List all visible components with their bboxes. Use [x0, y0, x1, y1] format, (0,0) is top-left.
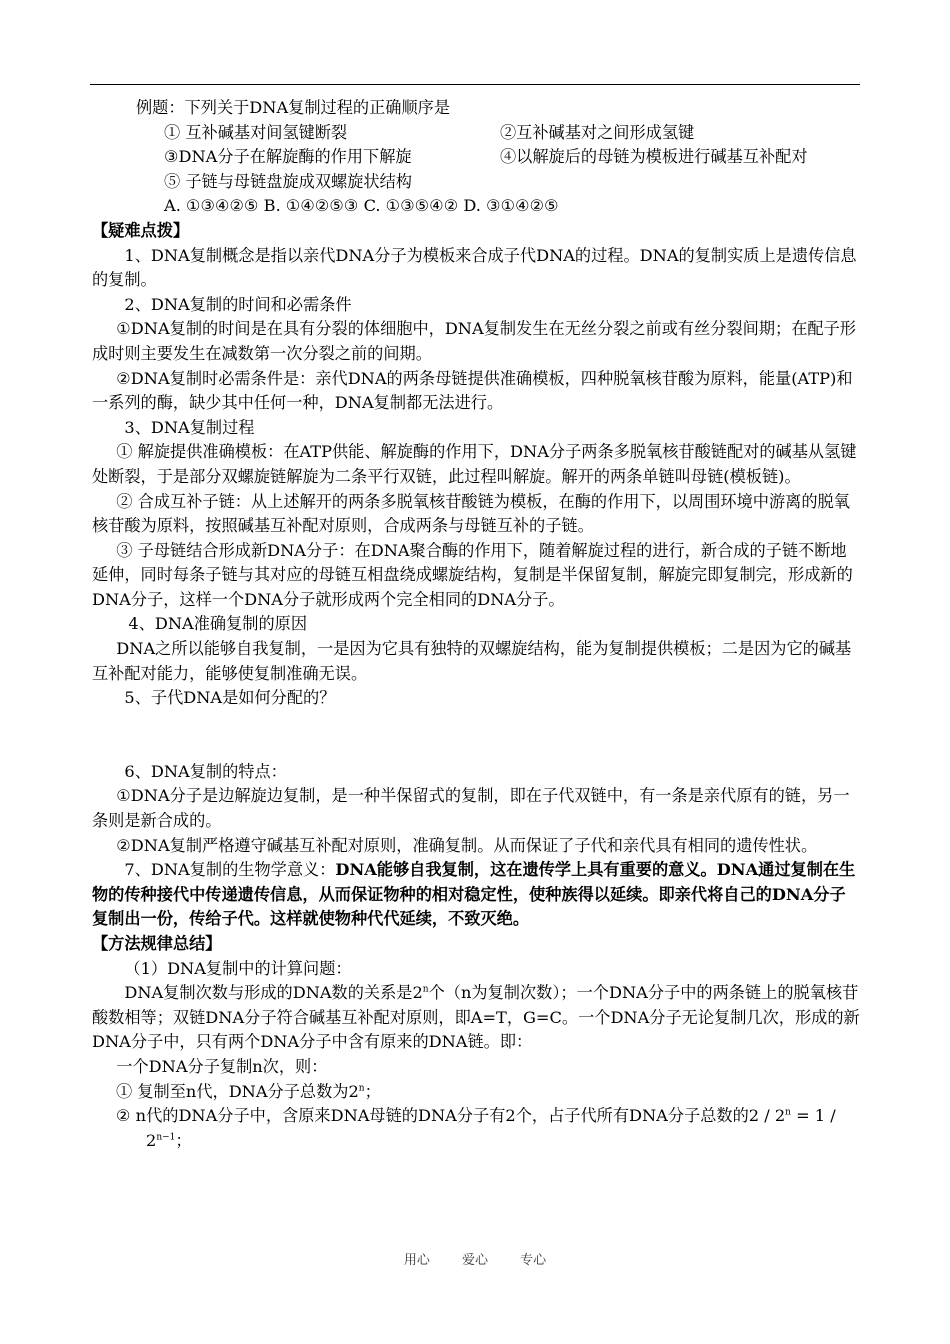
- paragraph: [92, 858, 860, 932]
- paragraph: ① 解旋提供准确模板：在ATP供能、解旋酶的作用下，DNA分子两条多脱氧核苷酸链配对的碱基从氢键处断裂，于是部分双螺旋链解旋为二条平行双链，此过程叫解旋。解开的两条单链叫母链(模板链)。: [92, 442, 857, 486]
- text-run: ① 复制至n代，DNA分子总数为2: [116, 1081, 359, 1101]
- paragraph: 1、DNA复制概念是指以亲代DNA分子为模板来合成子代DNA的过程。DNA的复制实质上是遗传信息的复制。: [92, 245, 857, 290]
- paragraph: ② 合成互补子链：从上述解开的两条多脱氧核苷酸链为模板，在酶的作用下，以周围环境中游离的脱氧核苷酸为原料，按照碱基互补配对原则，合成两条与母链互补的子链。: [92, 491, 850, 536]
- paragraph: [92, 1080, 860, 1105]
- paragraph: ①DNA分子是边解旋边复制，是一种半保留式的复制，即在子代双链中，有一条是亲代原有的链，另一条则是新合成的。: [92, 786, 850, 831]
- paragraph: （1）DNA复制中的计算问题：: [124, 958, 352, 978]
- example-items-row1: [92, 121, 860, 146]
- document-body: [92, 96, 860, 1153]
- text-run: ② n代的DNA分子中，含原来DNA母链的DNA分子有2个，占子代所有DNA分子总数的2 / 2: [116, 1106, 786, 1126]
- text-run: 个（n为复制次数）；一个DNA分子中的两条链上的脱氧核苷酸数相等；双链DNA分子符合碱基互补配对原则，即A=T，G=C。一个DNA分子无论复制几次，形成的新DNA分子中，只有两个DNA分子中含有原来的DNA链。即：: [92, 983, 860, 1052]
- blank-space: [92, 711, 860, 760]
- example-item-2: ②互补碱基对之间形成氢键: [500, 122, 695, 142]
- example-options: A. ①③④②⑤ B. ①④②⑤③ C. ①③⑤④② D. ③①④②⑤: [164, 196, 559, 216]
- superscript: n: [422, 984, 429, 995]
- paragraph: DNA之所以能够自我复制，一是因为它具有独特的双螺旋结构，能为复制提供模板；二是因为它的碱基互补配对能力，能够使复制准确无误。: [92, 639, 852, 683]
- paragraph: 一个DNA分子复制n次，则：: [116, 1056, 328, 1076]
- example-item-4: ④以解旋后的母链为模板进行碱基互补配对: [500, 147, 808, 167]
- paragraph: [92, 981, 860, 1055]
- paragraph: ①DNA复制的时间是在具有分裂的体细胞中，DNA复制发生在无丝分裂之前或有丝分裂间期；在配子形成时则主要发生在减数第一次分裂之前的间期。: [92, 319, 856, 363]
- section-heading-difficulty: 【疑难点拨】: [92, 220, 190, 240]
- superscript: n−1: [156, 1132, 176, 1143]
- paragraph-lead: 7、DNA复制的生物学意义：: [124, 860, 336, 880]
- example-items-row2: [92, 145, 860, 170]
- paragraph: 3、DNA复制过程: [124, 417, 255, 437]
- text-run: ；: [175, 1130, 192, 1150]
- paragraph: ②DNA复制严格遵守碱基互补配对原则，准确复制。从而保证了子代和亲代具有相同的遗传性状。: [116, 835, 818, 855]
- paragraph: [92, 1104, 860, 1153]
- text-run: DNA复制次数与形成的DNA数的关系是2: [124, 983, 423, 1003]
- paragraph: ③ 子母链结合形成新DNA分子：在DNA聚合酶的作用下，随着解旋过程的进行，新合成的子链不断地延伸，同时每条子链与其对应的母链互相盘绕成螺旋结构，复制是半保留复制，解旋完即复制完，形成新的DNA分子，这样一个DNA分子就形成两个完全相同的DNA分子。: [92, 540, 853, 609]
- example-item-3: ③DNA分子在解旋酶的作用下解旋: [164, 147, 412, 167]
- superscript: n: [358, 1083, 365, 1094]
- example-item-5: ⑤ 子链与母链盘旋成双螺旋状结构: [164, 171, 412, 191]
- footer-word: 用心: [403, 1253, 430, 1268]
- text-run: = 1 / 2: [146, 1106, 836, 1150]
- paragraph: ②DNA复制时必需条件是：亲代DNA的两条母链提供准确模板，四种脱氧核苷酸为原料，能量(ATP)和一系列的酶，缺少其中任何一种，DNA复制都无法进行。: [92, 368, 853, 413]
- footer-word: 专心: [520, 1253, 547, 1268]
- section-heading-methods: 【方法规律总结】: [92, 934, 222, 953]
- example-item-1: ① 互补碱基对间氢键断裂: [164, 122, 348, 142]
- paragraph: 4、DNA准确复制的原因: [128, 614, 308, 634]
- superscript: n: [785, 1107, 791, 1118]
- paragraph: 2、DNA复制的时间和必需条件: [124, 294, 352, 314]
- paragraph: 5、子代DNA是如何分配的？: [124, 688, 336, 708]
- paragraph: 6、DNA复制的特点：: [124, 761, 287, 781]
- footer-word: 爱心: [461, 1253, 488, 1268]
- header-rule: [90, 84, 860, 85]
- paragraph-bold-text: DNA能够自我复制，这在遗传学上具有重要的意义。DNA通过复制在生物的传种接代中传递遗传信息，从而保证物种的相对稳定性，使种族得以延续。即亲代将自己的DNA分子复制出一份，传给子代。这样就使物种代代延续，不致灭绝。: [92, 860, 856, 929]
- page-footer: [0, 1249, 950, 1268]
- example-question: 例题：下列关于DNA复制过程的正确顺序是: [136, 98, 451, 117]
- text-run: ；: [364, 1081, 381, 1101]
